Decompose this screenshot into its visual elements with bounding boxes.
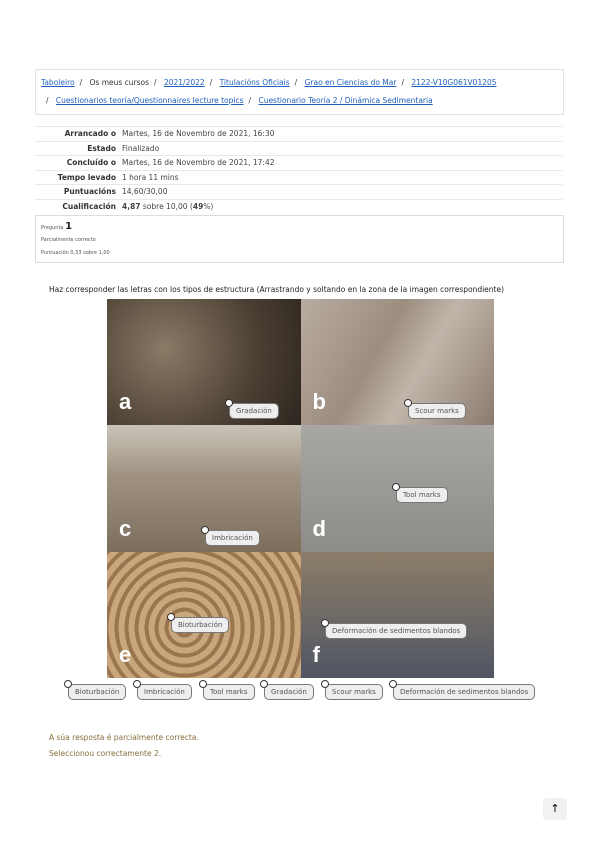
cell-letter: e: [119, 641, 132, 667]
placed-label[interactable]: Imbricación: [205, 530, 260, 546]
choice-label[interactable]: Tool marks: [203, 684, 255, 700]
summary-value: 1 hora 11 mins: [119, 170, 562, 185]
breadcrumb-link[interactable]: Taboleiro: [41, 78, 75, 87]
question-status: Parcialmente correcto: [41, 237, 96, 243]
summary-label: Concluído o: [35, 156, 119, 171]
summary-value: Martes, 16 de Novembro de 2021, 16:30: [119, 127, 562, 142]
placed-label[interactable]: Bioturbación: [171, 617, 229, 633]
breadcrumb-link[interactable]: Cuestionarios teoría/Questionnaires lecture topics: [55, 96, 244, 105]
cell-letter: b: [312, 389, 326, 415]
breadcrumb-link[interactable]: 2122-V10G061V01205: [411, 78, 497, 87]
cell-letter: c: [119, 515, 132, 541]
cell-letter: d: [312, 515, 326, 541]
summary-label: Tempo levado: [35, 170, 119, 185]
photo-f: [301, 552, 495, 678]
placed-label[interactable]: Deformación de sedimentos blandos: [325, 623, 467, 639]
breadcrumb-link[interactable]: Grao en Ciencias do Mar: [304, 78, 397, 87]
breadcrumb-link[interactable]: 2021/2022: [163, 78, 205, 87]
summary-value: Martes, 16 de Novembro de 2021, 17:42: [119, 156, 562, 171]
placed-label[interactable]: Scour marks: [408, 403, 466, 419]
summary-label: Estado: [35, 141, 119, 156]
choice-label[interactable]: Imbricación: [137, 684, 192, 700]
feedback-text: Seleccionou correctamente 2.: [49, 749, 162, 758]
choice-label[interactable]: Gradación: [264, 684, 314, 700]
breadcrumb-link[interactable]: Titulacións Oficiais: [219, 78, 290, 87]
choice-label[interactable]: Scour marks: [325, 684, 383, 700]
placed-label[interactable]: Tool marks: [396, 487, 448, 503]
separator: /: [46, 96, 49, 105]
cell-letter: f: [312, 641, 320, 667]
separator: /: [294, 78, 298, 87]
separator: /: [209, 78, 213, 87]
breadcrumb-link[interactable]: Cuestionario Teoría 2 / Dinámica Sedimentaria: [258, 96, 433, 105]
question-prompt: Haz corresponder las letras con los tipos de estructura (Arrastrando y soltando en la zona de la imagen correspondiente): [49, 285, 505, 294]
separator: /: [401, 78, 404, 87]
separator: /: [79, 78, 83, 87]
choice-label[interactable]: Deformación de sedimentos blandos: [393, 684, 535, 700]
question-number: 1: [65, 221, 73, 232]
cell-letter: a: [119, 389, 132, 415]
attempt-summary: [35, 126, 562, 213]
question-label: Pregunta: [41, 225, 64, 231]
separator: /: [154, 78, 157, 87]
separator: /: [248, 96, 252, 105]
summary-value: Finalizado: [119, 141, 562, 156]
breadcrumb: [35, 69, 564, 115]
feedback-text: A súa resposta é parcialmente correcta.: [49, 733, 199, 742]
summary-label: Cualificación: [35, 199, 119, 213]
question-score: Puntuación 0,33 sobre 1,00: [41, 250, 110, 256]
breadcrumb-text: Os meus cursos: [89, 78, 150, 87]
placed-label[interactable]: Gradación: [229, 403, 279, 419]
grade-value: 4,87 sobre 10,00 (49%): [119, 199, 562, 213]
photo-e: [107, 552, 301, 678]
question-info: [35, 215, 564, 263]
back-to-top-button[interactable]: ↑: [543, 798, 567, 820]
choice-label[interactable]: Bioturbación: [68, 684, 126, 700]
summary-value: 14,60/30,00: [119, 185, 562, 200]
summary-label: Arrancado o: [35, 127, 119, 142]
summary-label: Puntuacións: [35, 185, 119, 200]
